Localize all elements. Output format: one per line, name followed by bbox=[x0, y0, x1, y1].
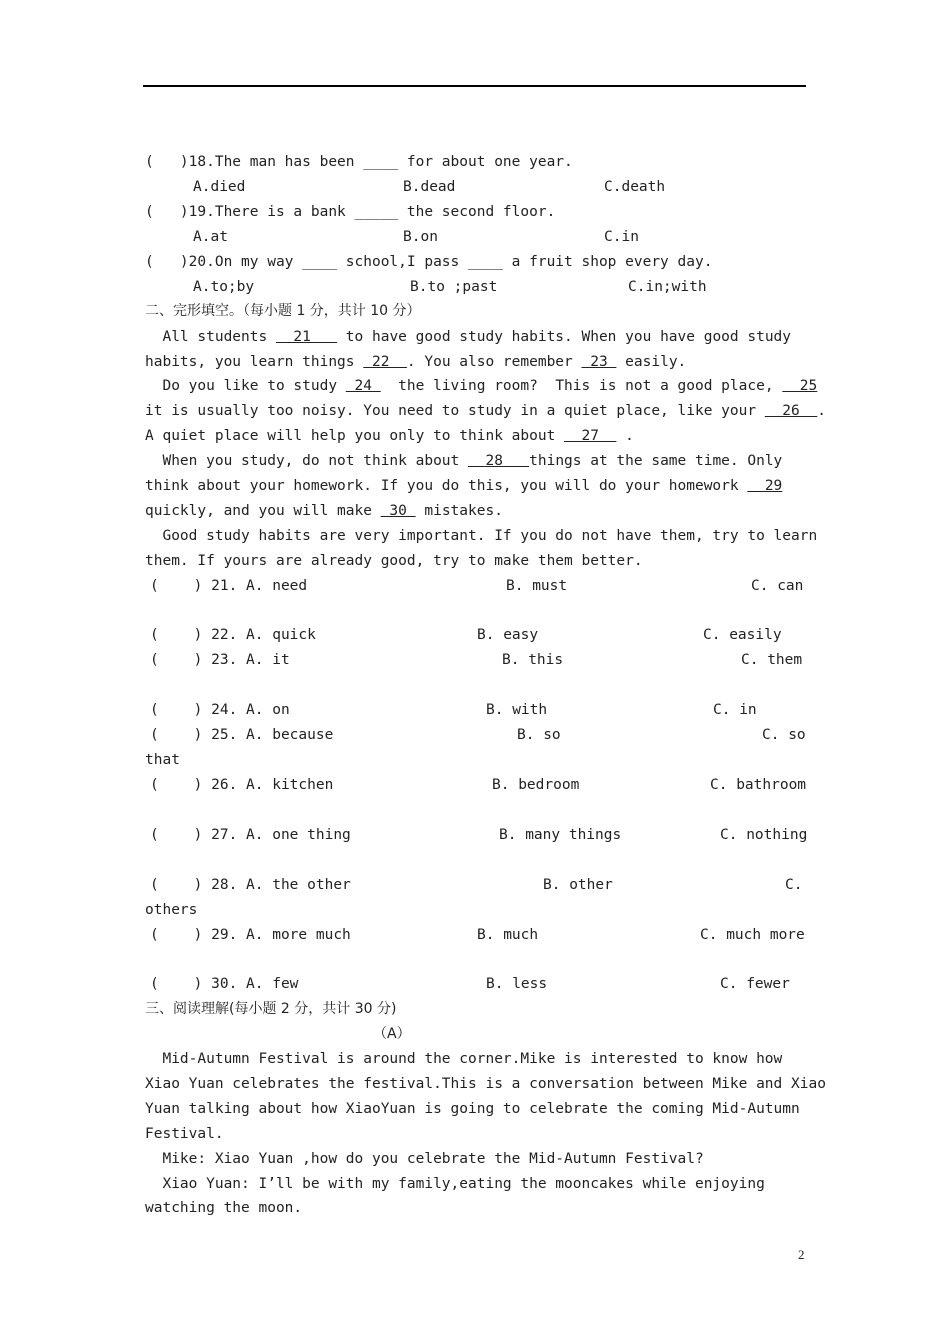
cloze-26-a: ( ) 26. A. kitchen bbox=[150, 777, 334, 793]
section3-title: 三、阅读理解(每小题 2 分，共计 30 分) bbox=[145, 1001, 397, 1017]
cloze-21-c: C. can bbox=[751, 578, 804, 594]
passage-line: them. If yours are already good, try to make them better. bbox=[145, 553, 643, 569]
cloze-28-c: C. bbox=[785, 877, 803, 893]
blank-25: 25 bbox=[782, 378, 818, 394]
q19-stem: ( )19.There is a bank _____ the second floor. bbox=[145, 204, 556, 220]
cloze-29-b: B. much bbox=[477, 927, 539, 943]
page-number: 2 bbox=[798, 1247, 805, 1262]
q19-option-a: A.at bbox=[193, 229, 228, 245]
cloze-27-a: ( ) 27. A. one thing bbox=[150, 827, 351, 843]
cloze-23-b: B. this bbox=[502, 652, 564, 668]
blank-29: 29 bbox=[747, 478, 783, 494]
passage-line: think about your homework. If you do this, you will do your homework 29 bbox=[145, 478, 783, 494]
blank-23: 23 bbox=[581, 354, 617, 370]
section2-title: 二、完形填空。（每小题 1 分，共计 10 分） bbox=[145, 303, 421, 319]
cloze-28-a: ( ) 28. A. the other bbox=[150, 877, 351, 893]
blank-21: 21 bbox=[275, 329, 338, 345]
passage-line: When you study, do not think about 28 things at the same time. Only bbox=[145, 453, 783, 469]
blank-24: 24 bbox=[345, 378, 381, 394]
passage-line: quickly, and you will make 30 mistakes. bbox=[145, 503, 503, 519]
reading-a-label: （A） bbox=[373, 1026, 411, 1042]
cloze-26-b: B. bedroom bbox=[492, 777, 580, 793]
header-rule bbox=[143, 85, 806, 87]
reading-line: Mid-Autumn Festival is around the corner.Mike is interested to know how bbox=[145, 1051, 783, 1067]
passage-line: All students 21 to have good study habits. When you have good study bbox=[145, 329, 792, 345]
blank-30: 30 bbox=[380, 503, 416, 519]
cloze-29-c: C. much more bbox=[700, 927, 805, 943]
passage-line: A quiet place will help you only to think about 27 . bbox=[145, 428, 634, 444]
cloze-23-c: C. them bbox=[741, 652, 803, 668]
cloze-27-b: B. many things bbox=[499, 827, 622, 843]
cloze-30-c: C. fewer bbox=[720, 976, 790, 992]
cloze-21-a: ( ) 21. A. need bbox=[150, 578, 308, 594]
cloze-22-b: B. easy bbox=[477, 627, 539, 643]
passage-line: Do you like to study 24 the living room? This is not a good place, 25 bbox=[145, 378, 818, 394]
passage-line: Good study habits are very important. If you do not have them, try to learn bbox=[145, 528, 818, 544]
cloze-25-c: C. so bbox=[762, 727, 806, 743]
q18-option-a: A.died bbox=[193, 179, 246, 195]
q18-option-b: B.dead bbox=[403, 179, 456, 195]
cloze-27-c: C. nothing bbox=[720, 827, 808, 843]
cloze-21-b: B. must bbox=[506, 578, 568, 594]
q18-stem: ( )18.The man has been ____ for about one year. bbox=[145, 154, 573, 170]
reading-line: Festival. bbox=[145, 1126, 224, 1142]
passage-line: it is usually too noisy. You need to study in a quiet place, like your 26 . bbox=[145, 403, 826, 419]
cloze-30-b: B. less bbox=[486, 976, 548, 992]
blank-26: 26 bbox=[764, 403, 818, 419]
cloze-30-a: ( ) 30. A. few bbox=[150, 976, 299, 992]
cloze-24-c: C. in bbox=[713, 702, 757, 718]
cloze-29-a: ( ) 29. A. more much bbox=[150, 927, 351, 943]
cloze-25-a: ( ) 25. A. because bbox=[150, 727, 334, 743]
blank-27: 27 bbox=[564, 428, 617, 444]
q19-option-b: B.on bbox=[403, 229, 438, 245]
cloze-22-a: ( ) 22. A. quick bbox=[150, 627, 316, 643]
cloze-25-c-cont: that bbox=[145, 752, 180, 768]
blank-28: 28 bbox=[468, 453, 530, 469]
cloze-28-b: B. other bbox=[543, 877, 613, 893]
q18-option-c: C.death bbox=[604, 179, 666, 195]
cloze-25-b: B. so bbox=[517, 727, 561, 743]
reading-line: Xiao Yuan: I’ll be with my family,eating the mooncakes while enjoying bbox=[145, 1176, 765, 1192]
reading-line: watching the moon. bbox=[145, 1200, 303, 1216]
cloze-24-a: ( ) 24. A. on bbox=[150, 702, 290, 718]
passage-line: habits, you learn things 22 . You also remember 23 easily. bbox=[145, 354, 687, 370]
blank-22: 22 bbox=[363, 354, 407, 370]
q20-stem: ( )20.On my way ____ school,I pass ____ a fruit shop every day. bbox=[145, 254, 713, 270]
cloze-23-a: ( ) 23. A. it bbox=[150, 652, 290, 668]
cloze-24-b: B. with bbox=[486, 702, 548, 718]
q20-option-b: B.to ;past bbox=[410, 279, 498, 295]
reading-line: Mike: Xiao Yuan ,how do you celebrate the Mid-Autumn Festival? bbox=[145, 1151, 704, 1167]
cloze-22-c: C. easily bbox=[703, 627, 782, 643]
cloze-26-c: C. bathroom bbox=[710, 777, 807, 793]
reading-line: Xiao Yuan celebrates the festival.This is a conversation between Mike and Xiao bbox=[145, 1076, 826, 1092]
q19-option-c: C.in bbox=[604, 229, 639, 245]
q20-option-c: C.in;with bbox=[628, 279, 707, 295]
reading-line: Yuan talking about how XiaoYuan is going to celebrate the coming Mid-Autumn bbox=[145, 1101, 800, 1117]
cloze-28-c-cont: others bbox=[145, 902, 198, 918]
q20-option-a: A.to;by bbox=[193, 279, 255, 295]
